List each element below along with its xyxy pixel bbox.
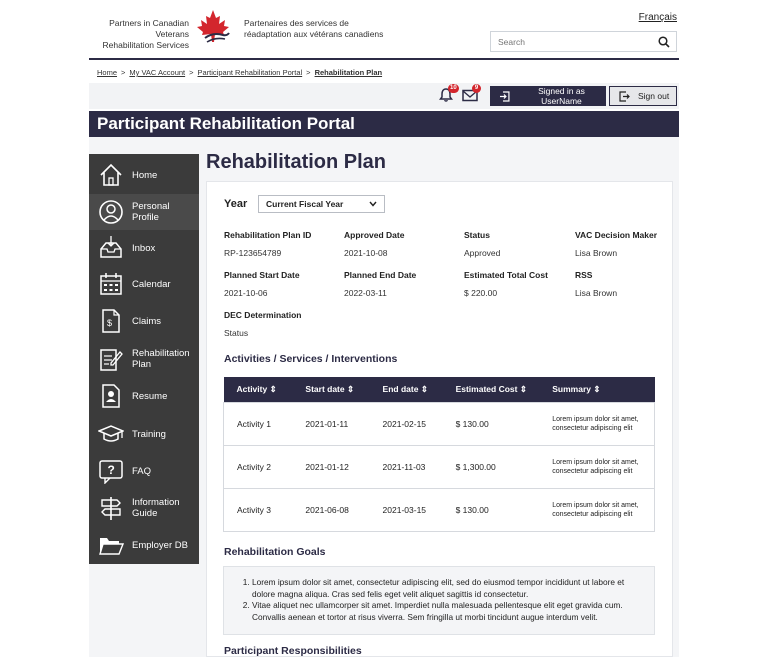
field-value: 2021-10-06 — [224, 288, 268, 298]
search-input[interactable] — [491, 33, 641, 52]
breadcrumb-home[interactable]: Home — [97, 68, 118, 77]
field-value: $ 220.00 — [464, 288, 498, 298]
cell-activity: Activity 3 — [224, 488, 293, 531]
org-name-french — [244, 18, 384, 40]
chevron-down-icon — [369, 201, 377, 207]
signpost-icon — [98, 495, 124, 521]
field-planned-start-date — [224, 270, 300, 298]
field-value: Status — [224, 328, 249, 338]
header-label: Start date — [305, 383, 345, 394]
sidebar-item-label: Home — [132, 169, 158, 181]
sidebar-item-label: Rehabilitation Plan — [132, 348, 190, 370]
sidebar-item-resume[interactable] — [89, 378, 199, 414]
maple-leaf-logo-icon — [193, 8, 233, 48]
resume-icon — [98, 383, 124, 409]
field-label: Approved Date — [344, 230, 405, 240]
field-label: Estimated Total Cost — [464, 270, 548, 280]
sign-in-arrow-icon — [499, 91, 510, 102]
field-value: Lisa Brown — [575, 288, 618, 298]
search-icon[interactable] — [658, 36, 670, 48]
sort-icon: ⇕ — [593, 383, 601, 394]
table-header-row — [224, 377, 655, 402]
sidebar-item-label: Claims — [132, 315, 162, 327]
year-label: Year — [224, 198, 248, 210]
sidebar-item-label: Training — [132, 428, 166, 440]
header-label: Estimated Cost — [455, 383, 518, 394]
column-header-activity[interactable] — [224, 377, 293, 402]
cell-start-date: 2021-01-12 — [292, 445, 369, 488]
responsibilities-section-title: Participant Responsibilities — [224, 645, 362, 657]
org-name-en-line2: Rehabilitation Services — [102, 40, 189, 50]
org-name-fr-line1: Partenaires des services de — [244, 18, 349, 28]
cell-summary: Lorem ipsum dolor sit amet, consectetur adipiscing elit — [539, 488, 654, 531]
sidebar-item-claims[interactable] — [89, 302, 199, 340]
field-value: Approved — [464, 248, 501, 258]
sidebar-item-personal-profile[interactable] — [89, 194, 199, 230]
column-header-end-date[interactable] — [370, 377, 443, 402]
sidebar-item-rehabilitation-plan[interactable] — [89, 341, 199, 377]
field-vac-decision-maker — [575, 230, 657, 258]
cell-estimated-cost: $ 130.00 — [443, 402, 540, 445]
sidebar-item-label: Employer DB — [132, 539, 188, 551]
year-select[interactable] — [258, 195, 385, 213]
field-value: 2021-10-08 — [344, 248, 388, 258]
cell-summary: Lorem ipsum dolor sit amet, consectetur adipiscing elit — [539, 445, 654, 488]
field-rss — [575, 270, 617, 298]
field-plan-id — [224, 230, 311, 258]
activities-table — [223, 377, 655, 532]
year-select-value: Current Fiscal Year — [266, 199, 344, 209]
cell-end-date: 2021-02-15 — [370, 402, 443, 445]
utility-bar — [89, 83, 679, 109]
user-profile-icon — [98, 199, 124, 225]
sidebar-item-label: Personal Profile — [132, 201, 170, 223]
sort-icon: ⇕ — [269, 383, 277, 394]
sidebar-item-information-guide[interactable] — [89, 489, 199, 527]
header-label: End date — [382, 383, 419, 394]
field-label: Status — [464, 230, 490, 240]
sidebar-item-training[interactable] — [89, 416, 199, 452]
cell-start-date: 2021-06-08 — [292, 488, 369, 531]
field-approved-date — [344, 230, 404, 258]
goal-item: 2. Vitae aliquet nec ullamcorper sit amet. Imperdiet nulla malesuada pellentesque elit eget gravida cum. Convallis aenean et tortor at risus viverra. Sem fringilla ut morbi tincidunt augue interdum velit. — [252, 600, 640, 623]
sidebar-item-calendar[interactable] — [89, 266, 199, 302]
messages-count-badge: 9 — [472, 84, 481, 93]
calendar-icon — [98, 271, 124, 297]
breadcrumb-my-vac-account[interactable]: My VAC Account — [129, 68, 186, 77]
field-estimated-total-cost — [464, 270, 548, 298]
field-value: Lisa Brown — [575, 248, 618, 258]
signed-in-user-button[interactable] — [490, 86, 606, 106]
cell-summary: Lorem ipsum dolor sit amet, consectetur adipiscing elit — [539, 402, 654, 445]
org-name-fr-line2: réadaptation aux vétérans canadiens — [244, 29, 384, 39]
cell-start-date: 2021-01-11 — [292, 402, 369, 445]
header-divider — [89, 58, 679, 60]
table-row[interactable] — [224, 488, 655, 531]
goals-box — [223, 566, 655, 635]
site-header — [89, 0, 679, 60]
header-label: Activity — [236, 383, 268, 394]
column-header-start-date[interactable] — [292, 377, 369, 402]
sidebar-nav — [89, 154, 199, 564]
goals-list — [238, 577, 640, 623]
field-dec-determination — [224, 310, 301, 338]
plan-card — [206, 181, 673, 657]
field-label: Planned Start Date — [224, 270, 300, 280]
inbox-icon — [98, 235, 124, 261]
sign-out-button[interactable] — [609, 86, 677, 106]
sidebar-item-label: Inbox — [132, 242, 156, 254]
cell-end-date: 2021-03-15 — [370, 488, 443, 531]
field-label: DEC Determination — [224, 310, 302, 320]
sidebar-item-inbox[interactable] — [89, 230, 199, 266]
field-label: Planned End Date — [344, 270, 417, 280]
sign-out-arrow-icon — [619, 91, 630, 102]
field-value: RP-123654789 — [224, 248, 282, 258]
cell-estimated-cost: $ 1,300.00 — [443, 445, 540, 488]
header-label: Summary — [552, 383, 592, 394]
breadcrumb-separator: > — [189, 68, 194, 77]
goals-section-title: Rehabilitation Goals — [224, 546, 326, 558]
cell-activity: Activity 1 — [224, 402, 293, 445]
column-header-estimated-cost[interactable] — [443, 377, 540, 402]
svg-text:$: $ — [107, 318, 113, 328]
breadcrumb-separator: > — [306, 68, 311, 77]
sidebar-item-label: Information Guide — [132, 497, 180, 519]
org-name-en-line1: Partners in Canadian Veterans — [109, 18, 189, 39]
signed-in-label: Signed in as UserName — [538, 86, 585, 106]
field-planned-end-date — [344, 270, 416, 298]
sidebar-item-label: Calendar — [132, 278, 171, 290]
field-label: RSS — [575, 270, 593, 280]
breadcrumb-current: Rehabilitation Plan — [314, 68, 383, 77]
plan-edit-icon — [98, 346, 124, 372]
portal-title: Participant Rehabilitation Portal — [89, 111, 679, 137]
field-value: 2022-03-11 — [344, 288, 387, 298]
sort-icon: ⇕ — [420, 383, 428, 394]
question-icon — [98, 458, 124, 484]
breadcrumb-separator: > — [121, 68, 126, 77]
sidebar-item-label: FAQ — [132, 465, 152, 477]
language-toggle-link[interactable]: Français — [638, 12, 677, 23]
sidebar-item-home[interactable] — [89, 158, 199, 192]
field-label: VAC Decision Maker — [575, 230, 658, 240]
cell-estimated-cost: $ 130.00 — [443, 488, 540, 531]
breadcrumb-portal[interactable]: Participant Rehabilitation Portal — [197, 68, 303, 77]
sidebar-item-faq[interactable] — [89, 453, 199, 489]
goal-item: 1. Lorem ipsum dolor sit amet, consectetur adipiscing elit, sed do eiusmod tempor incididunt ut labore et dolore magna aliqua. Cras sed felis eget velit aliquet sagittis id consectetur. — [252, 577, 640, 600]
column-header-summary[interactable] — [539, 377, 654, 402]
folder-database-icon — [98, 532, 124, 558]
cell-activity: Activity 2 — [224, 445, 293, 488]
sidebar-item-label: Resume — [132, 390, 168, 402]
graduation-cap-icon — [98, 421, 124, 447]
svg-text:?: ? — [107, 463, 115, 477]
house-icon — [98, 162, 124, 188]
table-row[interactable] — [224, 402, 655, 445]
breadcrumb — [97, 68, 382, 77]
sort-icon: ⇕ — [519, 383, 527, 394]
notifications-count-badge: 10 — [450, 85, 457, 91]
field-status — [464, 230, 500, 258]
table-row[interactable] — [224, 445, 655, 488]
sidebar-item-employer-db[interactable] — [89, 527, 199, 563]
claims-document-icon — [98, 308, 124, 334]
field-label: Rehabilitation Plan ID — [224, 230, 312, 240]
page-title: Rehabilitation Plan — [206, 151, 387, 173]
sort-icon: ⇕ — [347, 383, 355, 394]
org-name-english — [89, 18, 189, 51]
cell-end-date: 2021-11-03 — [370, 445, 443, 488]
search-box — [490, 31, 677, 52]
activities-section-title: Activities / Services / Interventions — [224, 353, 398, 365]
sign-out-label: Sign out — [638, 91, 670, 101]
